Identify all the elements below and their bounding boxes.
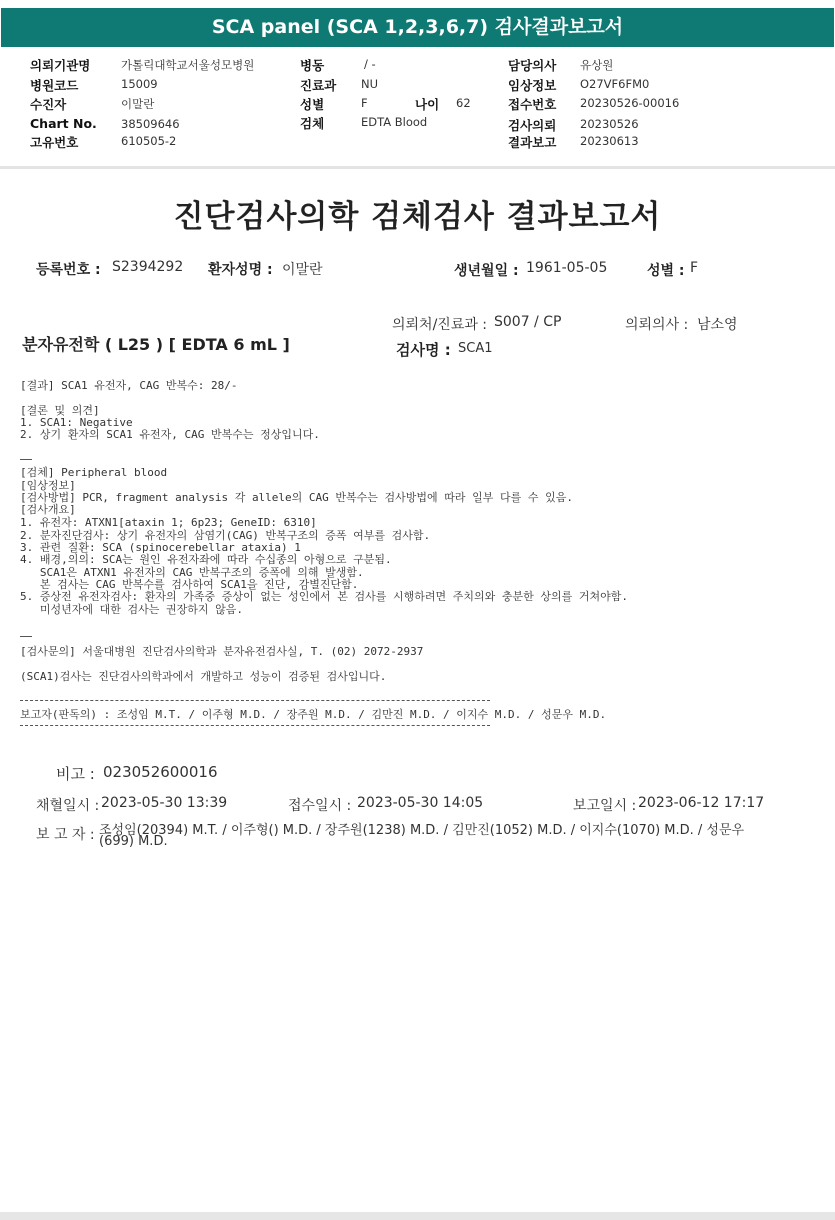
specimen-label: 검체: [300, 116, 325, 131]
result-report-value: 20230613: [580, 134, 639, 148]
collection-time-label: 채혈일시 :: [36, 798, 100, 814]
overview-heading: [검사개요]: [20, 503, 76, 516]
sex-label: 성별: [300, 97, 325, 112]
sex-doc-label: 성별 :: [647, 263, 685, 279]
sex-doc-value: F: [690, 260, 699, 276]
department-value: NU: [361, 77, 379, 91]
dashed-divider-bottom: [20, 725, 490, 726]
inquiry-line: [검사문의] 서울대병원 진단검사의학과 분자유전검사실, T. (02) 2072-2937: [20, 645, 424, 658]
conclusion-line-1: 1. SCA1: Negative: [20, 416, 133, 429]
overview-line-6: 본 검사는 CAG 반복수를 검사하여 SCA1을 진단, 감별진단함.: [20, 578, 359, 591]
doctor-in-charge-label: 담당의사: [508, 58, 557, 73]
hospital-code-label: 병원코드: [30, 78, 79, 93]
divider-short-1: [20, 459, 32, 460]
patient-name-label: 환자성명 :: [208, 262, 273, 278]
report-time-value: 2023-06-12 17:17: [638, 795, 765, 811]
divider-short-2: [20, 636, 32, 637]
conclusion-heading: [결론 및 의견]: [20, 404, 100, 417]
validation-line: (SCA1)검사는 진단검사의학과에서 개발하고 성능이 검증된 검사입니다.: [20, 670, 387, 683]
patient-name-value: 이말란: [282, 262, 323, 278]
remark-value: 023052600016: [103, 763, 218, 781]
reg-no-label: 등록번호 :: [36, 262, 101, 278]
header-info: [0, 50, 835, 165]
specimen-value: EDTA Blood: [361, 115, 428, 129]
patient-value: 이말란: [121, 97, 155, 111]
receive-time-value: 2023-05-30 14:05: [357, 795, 484, 811]
report-title-bar: SCA panel (SCA 1,2,3,6,7) 검사결과보고서: [1, 8, 834, 47]
hospital-code-value: 15009: [121, 77, 158, 91]
report-time-label: 보고일시 :: [573, 798, 637, 814]
clinical-info-label: 임상정보: [508, 78, 557, 93]
result-line: [결과] SCA1 유전자, CAG 반복수: 28/-: [20, 379, 238, 392]
reporter-label: 보 고 자 :: [36, 827, 95, 843]
overview-line-8: 미성년자에 대한 검사는 권장하지 않음.: [20, 603, 243, 616]
overview-line-4: 4. 배경,의의: SCA는 원인 유전자좌에 따라 수십종의 아형으로 구분됨.: [20, 553, 392, 566]
method-line: [검사방법] PCR, fragment analysis 각 allele의 CAG 반복수는 검사방법에 따라 일부 다를 수 있음.: [20, 491, 574, 504]
age-label: 나이: [415, 97, 440, 112]
unique-no-value: 610505-2: [121, 134, 177, 148]
department-label: 진료과: [300, 78, 337, 93]
ward-label: 병동: [300, 58, 325, 73]
referral-doctor-label: 의뢰의사 :: [625, 317, 689, 333]
reg-no-value: S2394292: [112, 259, 184, 275]
overview-line-7: 5. 증상전 유전자검사: 환자의 가족중 증상이 없는 성인에서 본 검사를 시행하려면 주치의와 충분한 상의를 거쳐야함.: [20, 590, 628, 603]
ward-value: / -: [364, 57, 376, 71]
reporter-line: 보고자(판독의) : 조성임 M.T. / 이주형 M.D. / 장주원 M.D. / 김만진 M.D. / 이지수 M.D. / 성문우 M.D.: [20, 708, 607, 721]
request-date-value: 20230526: [580, 117, 639, 131]
hospital-label: 의뢰기관명: [30, 58, 91, 73]
referral-dept-value: S007 / CP: [494, 314, 562, 330]
doctor-in-charge-value: 유상원: [580, 58, 614, 72]
referral-dept-label: 의뢰처/진료과 :: [392, 317, 488, 333]
overview-line-2: 2. 분자진단검사: 상기 유전자의 삼염기(CAG) 반복구조의 증폭 여부를 검사함.: [20, 529, 431, 542]
hospital-value: 가톨릭대학교서울성모병원: [121, 58, 255, 72]
receipt-no-value: 20230526-00016: [580, 96, 680, 110]
clinical-info-heading: [임상정보]: [20, 479, 76, 492]
result-report-label: 결과보고: [508, 135, 557, 150]
conclusion-line-2: 2. 상기 환자의 SCA1 유전자, CAG 반복수는 정상입니다.: [20, 428, 320, 441]
receive-time-label: 접수일시 :: [288, 798, 352, 814]
overview-line-1: 1. 유전자: ATXN1[ataxin 1; 6p23; GeneID: 6310]: [20, 516, 317, 529]
test-name-label: 검사명 :: [396, 341, 451, 359]
overview-line-5: SCA1은 ATXN1 유전자의 CAG 반복구조의 증폭에 의해 발생함.: [20, 566, 364, 579]
document-title: 진단검사의학 검체검사 결과보고서: [173, 199, 662, 235]
chart-no-label: Chart No.: [30, 116, 97, 131]
sex-value: F: [361, 96, 368, 110]
request-date-label: 검사의뢰: [508, 118, 557, 133]
referral-doctor-value: 남소영: [697, 317, 738, 333]
unique-no-label: 고유번호: [30, 135, 79, 150]
dob-value: 1961-05-05: [526, 260, 608, 276]
section-title: 분자유전학 ( L25 ) [ EDTA 6 mL ]: [22, 335, 290, 354]
specimen-line: [검체] Peripheral blood: [20, 466, 168, 479]
age-value: 62: [456, 96, 471, 110]
receipt-no-label: 접수번호: [508, 97, 557, 112]
page-bottom-edge: [0, 1212, 835, 1220]
clinical-info-value: O27VF6FM0: [580, 77, 650, 91]
dob-label: 생년월일 :: [454, 263, 519, 279]
reporter-value-1: 조성임(20394) M.T. / 이주형() M.D. / 장주원(1238) M.D. / 김만진(1052) M.D. / 이지수(1070) M.D. / 성문우: [99, 823, 745, 838]
test-name-value: SCA1: [458, 341, 493, 356]
remark-label: 비고 :: [56, 765, 95, 783]
dashed-divider-top: [20, 700, 490, 701]
chart-no-value: 38509646: [121, 117, 180, 131]
patient-label: 수진자: [30, 97, 67, 112]
reporter-value-2: (699) M.D.: [99, 834, 168, 849]
overview-line-3: 3. 관련 질환: SCA (spinocerebellar ataxia) 1: [20, 541, 301, 554]
report-document: [0, 166, 835, 1220]
collection-time-value: 2023-05-30 13:39: [101, 795, 228, 811]
